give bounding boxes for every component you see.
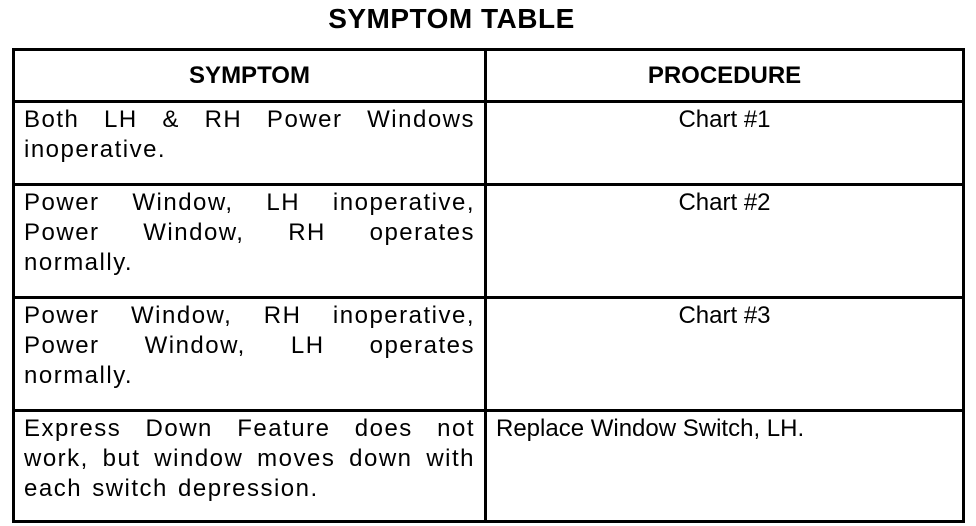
procedure-cell: Chart #3 bbox=[486, 298, 964, 411]
symptom-text: Power Window, RH inoperative, Power Window, LH operates normally. bbox=[24, 302, 475, 389]
symptom-table bbox=[12, 48, 965, 523]
table-row bbox=[14, 298, 964, 411]
table-row bbox=[14, 102, 964, 185]
table-row bbox=[14, 185, 964, 298]
symptom-cell bbox=[14, 298, 486, 411]
page-title: SYMPTOM TABLE bbox=[328, 3, 575, 34]
symptom-text: Express Down Feature does not work, but window moves down with each switch depression. bbox=[24, 415, 475, 502]
procedure-cell: Replace Window Switch, LH. bbox=[486, 411, 964, 522]
symptom-column-header: SYMPTOM bbox=[14, 50, 486, 102]
symptom-text: Both LH & RH Power Windows inoperative. bbox=[24, 106, 475, 163]
symptom-cell bbox=[14, 185, 486, 298]
procedure-cell: Chart #2 bbox=[486, 185, 964, 298]
procedure-cell: Chart #1 bbox=[486, 102, 964, 185]
symptom-cell bbox=[14, 102, 486, 185]
symptom-cell bbox=[14, 411, 486, 522]
table-header-row bbox=[14, 50, 964, 102]
table-row bbox=[14, 411, 964, 522]
procedure-column-header: PROCEDURE bbox=[486, 50, 964, 102]
symptom-text: Power Window, LH inoperative, Power Window, RH operates normally. bbox=[24, 189, 475, 276]
